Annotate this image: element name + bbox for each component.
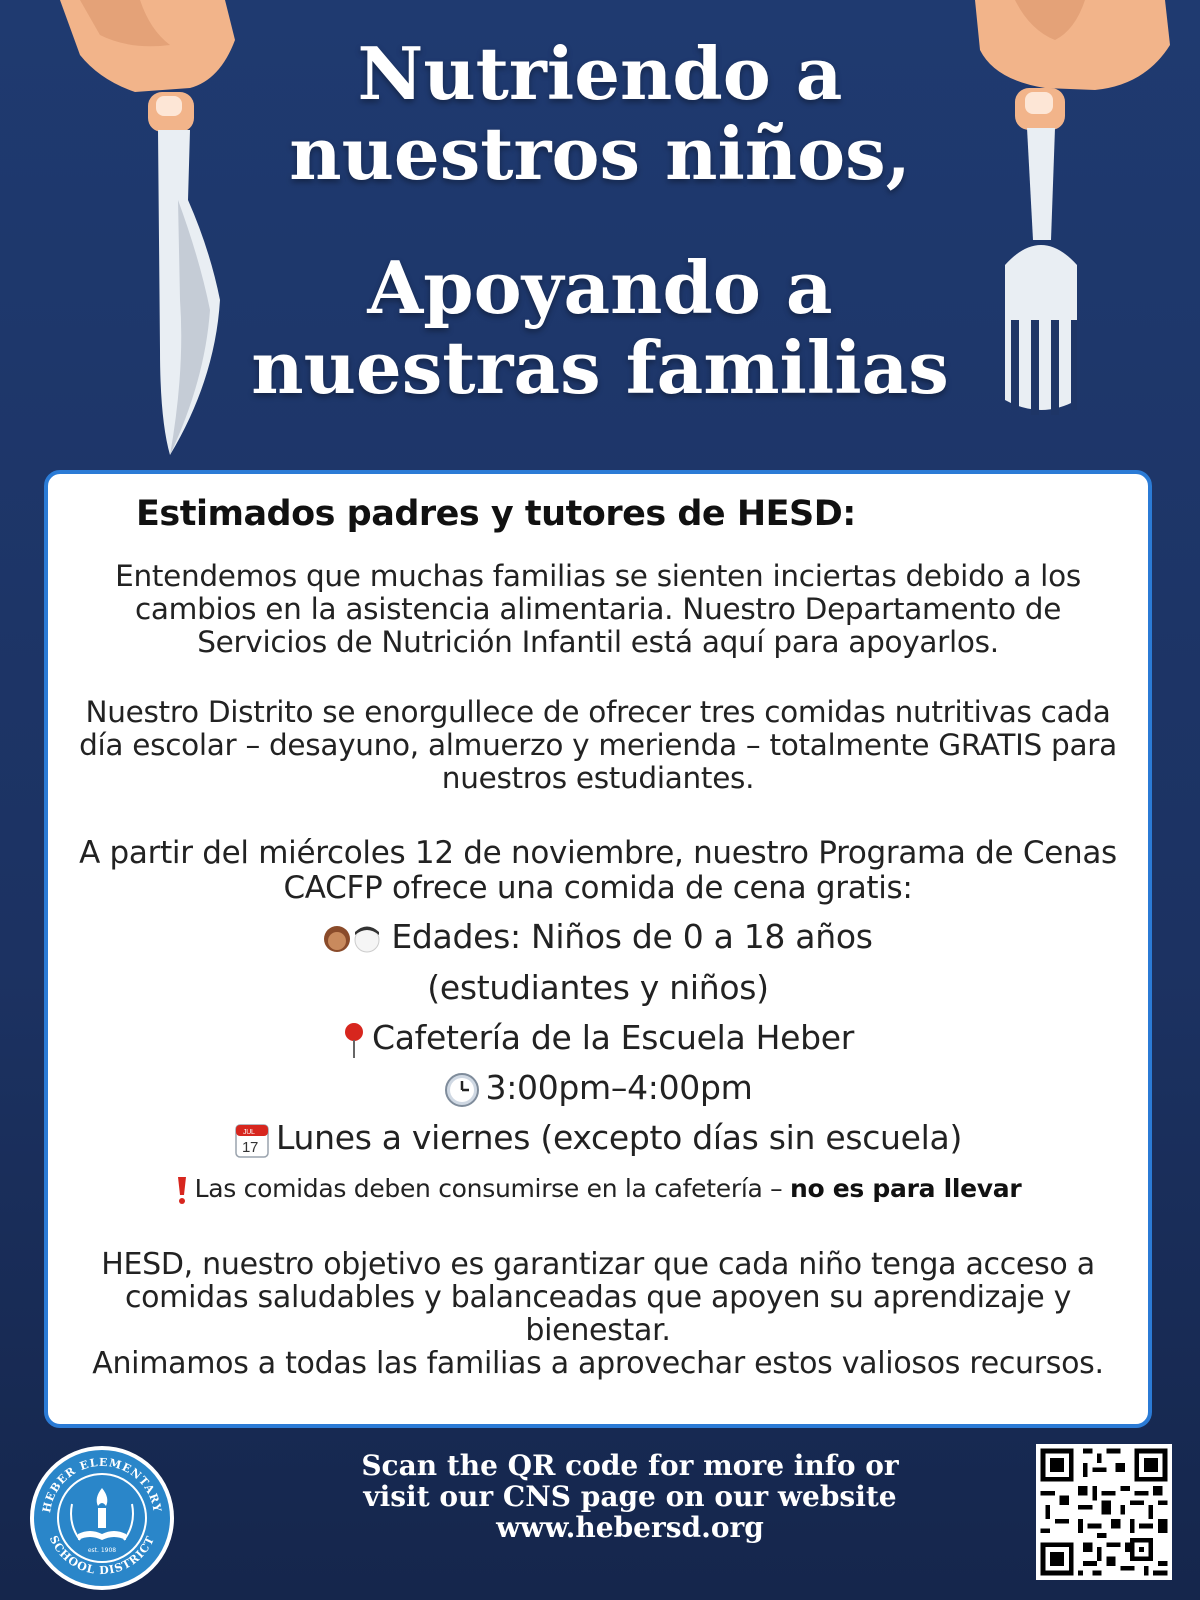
website-link[interactable]: www.hebersd.org	[496, 1511, 764, 1544]
ages-detail: (estudiantes y niños)	[427, 968, 769, 1007]
closing-encourage: Animamos a todas las familias a aprovechar estos valiosos recursos.	[92, 1346, 1104, 1381]
seal-bottom-text: SCHOOL DISTRICT	[46, 1533, 158, 1578]
school-district-seal-logo	[28, 1444, 176, 1592]
warning-line	[68, 1174, 1128, 1205]
greeting: Estimados padres y tutores de HESD:	[136, 494, 856, 534]
headline-bottom	[200, 245, 1000, 410]
calendar-month-label: JUL	[242, 1128, 255, 1136]
closing-goal: HESD, nuestro objetivo es garantizar que cada niño tenga acceso a comidas saludables y balanceadas que apoyen su aprendizaje y bienestar.	[101, 1247, 1095, 1348]
clock-icon	[444, 1072, 480, 1108]
pin-icon	[342, 1022, 366, 1058]
qr-code[interactable]	[1036, 1444, 1172, 1580]
seal-est-text: est. 1908	[87, 1547, 117, 1554]
headline-line-3: Apoyando a	[367, 245, 833, 330]
paragraph-free-meals: Nuestro Distrito se enorgullece de ofrecer tres comidas nutritivas cada día escolar – desayuno, almuerzo y merienda – totalmente GRATIS para nuestros estudiantes.	[79, 695, 1117, 795]
time-line	[68, 1068, 1128, 1108]
ages-text: Edades: Niños de 0 a 18 años	[391, 917, 873, 956]
warning-bold-text: no es para llevar	[789, 1174, 1022, 1203]
children-icon	[323, 923, 385, 955]
headline-line-2: nuestros niños,	[289, 111, 911, 196]
ages-line	[68, 917, 1128, 956]
paragraph-closing	[68, 1248, 1128, 1380]
days-line	[68, 1118, 1128, 1159]
headline-line-4: nuestras familias	[251, 325, 949, 410]
headline-line-1: Nutriendo a	[357, 31, 843, 116]
paragraph-dinner-program: A partir del miércoles 12 de noviembre, nuestro Programa de Cenas CACFP ofrece una comida de cena gratis:	[79, 835, 1117, 906]
location-text: Cafetería de la Escuela Heber	[371, 1018, 854, 1057]
footer-line-2: visit our CNS page on our website	[363, 1480, 897, 1513]
paragraph-uncertainty: Entendemos que muchas familias se sienten inciertas debido a los cambios en la asistencia alimentaria. Nuestro Departamento de Servicios de Nutrición Infantil está aquí para apoyarlos.	[115, 559, 1081, 659]
hand-with-fork-illustration	[975, 0, 1190, 430]
calendar-icon	[234, 1121, 270, 1159]
seal-top-text: HEBER ELEMENTARY	[40, 1455, 164, 1514]
warning-text: Las comidas deben consumirse en la cafetería –	[194, 1174, 790, 1203]
time-text: 3:00pm–4:00pm	[485, 1068, 753, 1107]
calendar-day-label: 17	[241, 1138, 259, 1156]
days-text: Lunes a viernes (excepto días sin escuela)	[275, 1118, 963, 1157]
location-line	[68, 1018, 1128, 1058]
footer-line-1: Scan the QR code for more info or	[361, 1449, 899, 1482]
headline-top	[200, 31, 1000, 196]
letter-card	[44, 470, 1152, 1428]
exclamation-icon	[175, 1175, 189, 1205]
footer-message	[300, 1450, 960, 1543]
